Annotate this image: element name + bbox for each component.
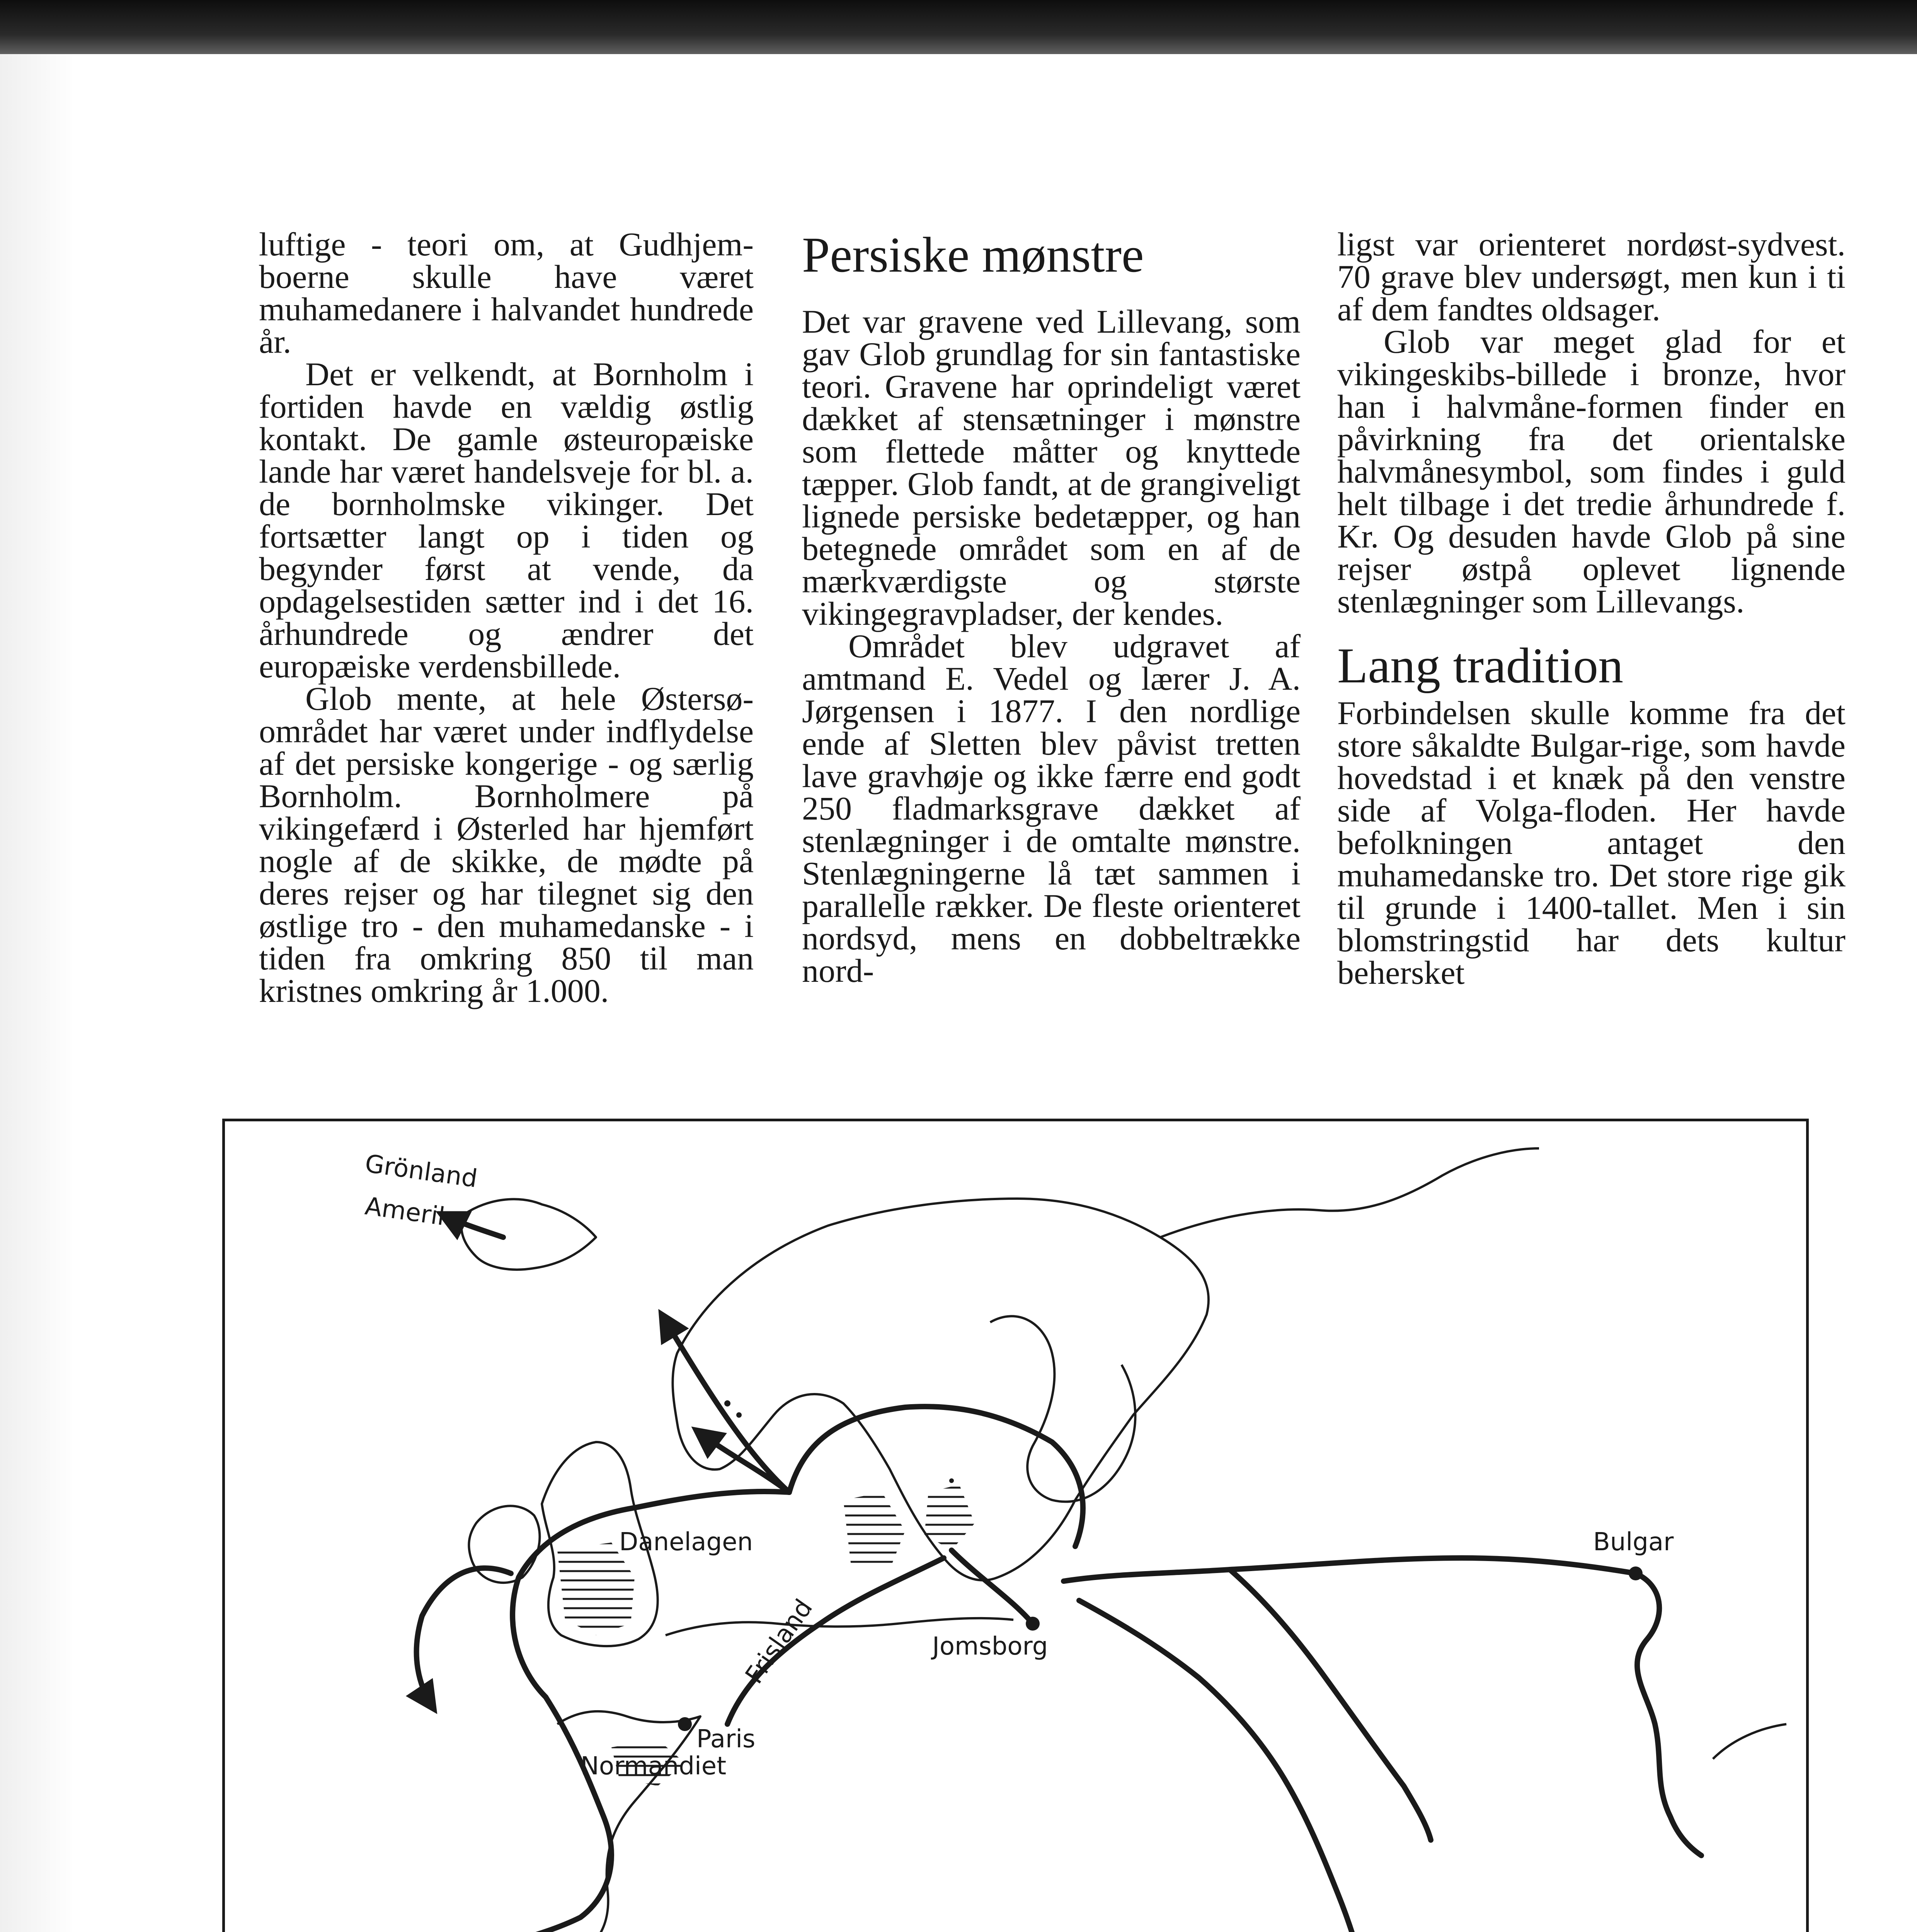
map-labels — [363, 1150, 1674, 1932]
label-gronland: Grönland — [363, 1149, 479, 1194]
text-column-1 — [259, 228, 754, 1007]
russia-north-coast — [1160, 1148, 1539, 1237]
island-dot — [949, 1478, 954, 1483]
island-dots — [649, 1400, 1224, 1932]
label-bulgar: Bulgar — [1593, 1528, 1674, 1556]
route-atlantic-med — [398, 1697, 1388, 1932]
label-paris: Paris — [696, 1725, 756, 1753]
asia-east-coast — [1713, 1724, 1786, 1759]
bulgar-marker — [1629, 1566, 1643, 1580]
baltic-hatch — [924, 1485, 975, 1550]
label-frisland: Frisland — [740, 1594, 819, 1689]
route-bulgar-volga — [1636, 1573, 1701, 1855]
paris-marker — [678, 1717, 692, 1731]
sweden-hatch — [843, 1492, 905, 1570]
paragraph: luftige - teori om, at Gudhjem-boerne skulle have været muhamedanere i halvandet hundrede år. — [259, 226, 754, 360]
coastlines — [387, 1148, 1786, 1932]
text-column-3 — [1337, 228, 1845, 989]
paragraph: Det var gravene ved Lillevang, som gav Glob grundlag for sin fantastiske teori. Gravene har oprindeligt været dækket af stensætninger i mønstre som flettede måtter og knyttede tæpper. Glob fandt, at de grangiveligt lignede persiske bedetæpper, og han betegnede området som en af de mærkværdigste og største vikingegravpladser, der kendes. — [802, 303, 1301, 632]
viking-routes-map — [222, 1119, 1809, 1932]
section-heading: Persiske mønstre — [802, 227, 1144, 283]
route-dnieper — [1079, 1600, 1369, 1932]
section-heading: Lang tradition — [1337, 638, 1624, 694]
route-ireland — [417, 1568, 511, 1709]
paragraph: Det er velkendt, at Bornholm i fortiden havde en vældig østlig kontakt. De gamle østeuropæiske lande har været handelsveje for bl. a. de bornholmske vikinger. Det fortsætter langt op i tiden og begynder først at vende, da opdagelsestiden sætter ind i det 16. århundrede og ændrer det europæiske verdensbillede. — [259, 355, 754, 685]
scan-left-edge — [0, 54, 77, 1932]
iceland-coast — [461, 1199, 596, 1269]
paragraph: Forbindelsen skulle komme fra det store såkaldte Bulgar-rige, som havde hovedstad i et knæk på den venstre side af Volga-floden. Her havde befolkningen antaget den muhamedanske tro. Det store rige gik til grunde i 1400-tallet. Men i sin blomstringstid har dets kultur behersket — [1337, 694, 1845, 991]
label-amerika: Amerika — [363, 1192, 469, 1235]
route-east — [1064, 1558, 1636, 1581]
text-column-2 — [802, 228, 1301, 987]
paragraph: ligst var orienteret nordøst-sydvest. 70 grave blev undersøgt, men kun i ti af dem fandtes oldsager. — [1337, 226, 1845, 328]
finland-coast — [990, 1316, 1135, 1502]
island-dot — [736, 1412, 742, 1418]
danelagen-hatch — [557, 1543, 635, 1635]
label-danelagen: Danelagen — [619, 1528, 753, 1556]
paragraph: Glob var meget glad for et vikingeskibs-billede i bronze, hvor han i halvmåne-formen finder en påvirkning fra det orientalske halvmånesymbol, som findes i guld helt tilbage i det tredie århundrede f. Kr. Og desuden havde Glob på sine rejser østpå oplevet lignende stenlægninger som Lillevangs. — [1337, 323, 1845, 620]
route-volga-branch — [1230, 1570, 1431, 1840]
label-jomsborg: Jomsborg — [932, 1632, 1048, 1661]
label-normandiet: Normandiet — [581, 1752, 727, 1781]
paragraph: Området blev udgravet af amtmand E. Vedel og lærer J. A. Jørgensen i 1877. I den nordlige ende af Sletten blev påvist tretten lave gravhøje og ikke færre end godt 250 fladmarksgrave dækket af stenlægninger i de omtalte mønstre. Stenlægningerne lå tæt sammen i parallelle rækker. De fleste orienteret nordsyd, mens en dobbeltrække nord- — [802, 628, 1301, 989]
jomsborg-marker — [1026, 1617, 1040, 1631]
map-svg — [225, 1121, 1806, 1932]
route-jomsborg — [952, 1550, 1033, 1624]
route-frisland — [727, 1558, 944, 1724]
island-dot — [724, 1400, 730, 1406]
paragraph: Glob mente, at hele Østersø-området har været under indflydelse af det persiske kongerige - og særlig Bornholm. Bornholmere på vikingefærd i Østerled har hjemført nogle af de skikke, de mødte på deres rejser og har tilegnet sig den østlige tro - den muhamedanske - i tiden fra omkring 850 til man kristnes omkring år 1.000. — [259, 680, 754, 1009]
